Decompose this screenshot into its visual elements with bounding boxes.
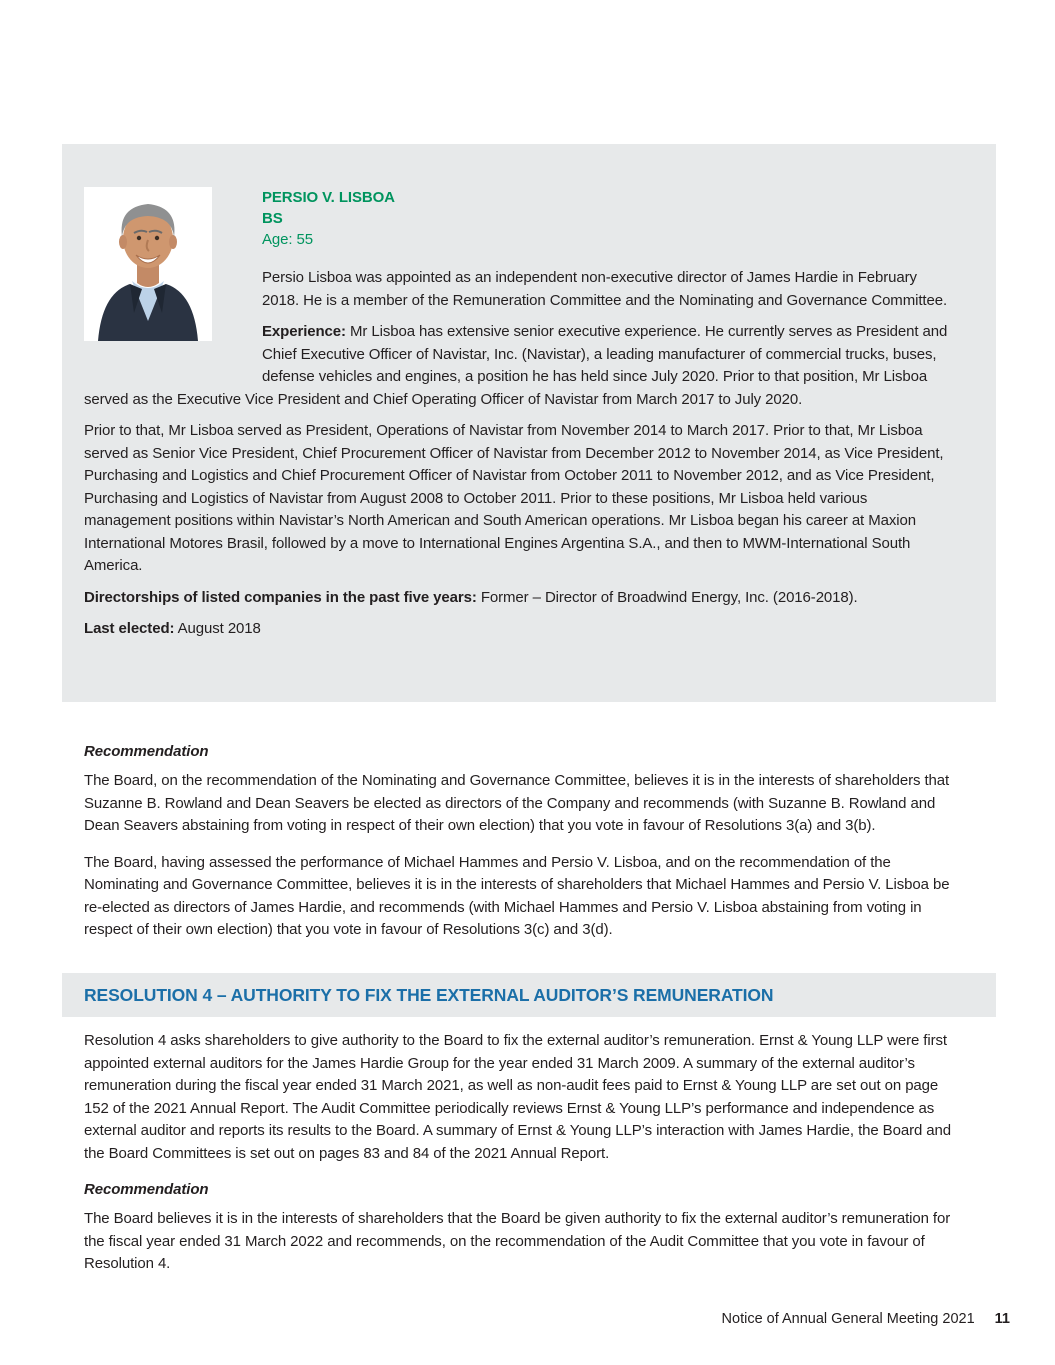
bio-directorships bbox=[84, 587, 952, 610]
page-footer bbox=[722, 1310, 1010, 1328]
recommendation-paragraph-1: The Board, on the recommendation of the Nominating and Governance Committee, believes it is in the interests of shareholders that Suzanne B. Rowland and Dean Seavers be elected as directors of the Company and recommends (with Suzanne B. Rowland and Dean Seavers abstaining from voting in respect of their own election) that you vote in favour of Resolutions 3(a) and 3(b). bbox=[84, 772, 950, 834]
footer-title: Notice of Annual General Meeting 2021 bbox=[721, 1311, 975, 1327]
directorships-text: Former – Director of Broadwind Energy, Inc. (2016-2018). bbox=[476, 588, 858, 606]
recommendation-section-resolution-4 bbox=[84, 1180, 952, 1276]
recommendation-paragraph: The Board believes it is in the interests of shareholders that the Board be given authority to fix the external auditor’s remuneration for the fiscal year ended 31 March 2022 and recommends, on the recommendation of the Audit Committee that you vote in favour of Resolution 4. bbox=[84, 1210, 951, 1272]
bio-paragraph-experience bbox=[84, 321, 952, 411]
recommendation-heading: Recommendation bbox=[84, 1181, 209, 1198]
director-name: PERSIO V. LISBOA bbox=[262, 189, 395, 206]
page-number: 11 bbox=[994, 1311, 1010, 1327]
recommendation-section-resolution-3 bbox=[84, 742, 952, 942]
director-profile-card bbox=[62, 144, 996, 702]
recommendation-heading: Recommendation bbox=[84, 743, 209, 760]
directorships-label: Directorships of listed companies in the past five years: bbox=[84, 588, 477, 606]
headshot-illustration bbox=[84, 187, 212, 341]
last-elected-text: August 2018 bbox=[174, 620, 261, 637]
experience-label: Experience: bbox=[262, 323, 346, 340]
resolution-4-body bbox=[84, 1030, 952, 1165]
bio-paragraph-1: Persio Lisboa was appointed as an independent non-executive director of James Hardie in February 2018. He is a member of the Remuneration Committee and the Nominating and Governance Committee. bbox=[262, 269, 948, 309]
bio-paragraph-3: Prior to that, Mr Lisboa served as President, Operations of Navistar from November 2014 to March 2017. Prior to that, Mr Lisboa served as Senior Vice President, Chief Procurement Officer of Navistar from December 2012 to November 2014, as Vice President, Purchasing and Logistics and Chief Procurement Officer of Navistar from October 2011 to November 2012, and as Vice President, Purchasing and Logistics of Navistar from August 2008 to October 2011. Prior to these positions, Mr Lisboa held various management positions within Navistar’s North American and South American operations. Mr Lisboa began his career at Maxion International Motores Brasil, followed by a move to International Engines Argentina S.A., and then to MWM-International South America. bbox=[84, 422, 944, 574]
resolution-4-heading: RESOLUTION 4 – AUTHORITY TO FIX THE EXTERNAL AUDITOR’S REMUNERATION bbox=[84, 984, 774, 1005]
recommendation-paragraph-2: The Board, having assessed the performance of Michael Hammes and Persio V. Lisboa, and on the recommendation of the Nominating and Governance Committee, believes it is in the interests of shareholders that Michael Hammes and Persio V. Lisboa be re-elected as directors of James Hardie, and recommends (with Michael Hammes and Persio V. Lisboa abstaining from voting in respect of their own election) that you vote in favour of Resolutions 3(c) and 3(d). bbox=[84, 853, 950, 938]
last-elected-label: Last elected: bbox=[84, 620, 175, 637]
director-photo bbox=[84, 187, 212, 341]
resolution-4-paragraph: Resolution 4 asks shareholders to give authority to the Board to fix the external auditor’s remuneration. Ernst & Young LLP were first appointed external auditors for the James Hardie Group for the year ended 31 March 2009. A summary of the external auditor’s remuneration during the fiscal year ended 31 March 2021, as well as non-audit fees paid to Ernst & Young LLP are set out on page 152 of the 2021 Annual Report. The Audit Committee periodically reviews Ernst & Young LLP’s performance and independence as external auditor and reports its results to the Board. A summary of Ernst & Young LLP’s interaction with James Hardie, the Board and the Board Committees is set out on pages 83 and 84 of the 2021 Annual Report. bbox=[84, 1032, 952, 1162]
experience-text: Mr Lisboa has extensive senior executive experience. He currently serves as President and Chief Executive Officer of Navistar, Inc. (Navistar), a leading manufacturer of commercial trucks, buses, defense vehicles and engines, a position he has held since July 2020. Prior to that position, Mr Lisboa served as the Executive Vice President and Chief Operating Officer of Navistar from March 2017 to July 2020. bbox=[84, 323, 948, 408]
director-age: Age: 55 bbox=[262, 231, 314, 248]
resolution-4-heading-band bbox=[62, 973, 996, 1017]
director-credentials: BS bbox=[262, 210, 283, 227]
bio-last-elected bbox=[84, 618, 952, 641]
